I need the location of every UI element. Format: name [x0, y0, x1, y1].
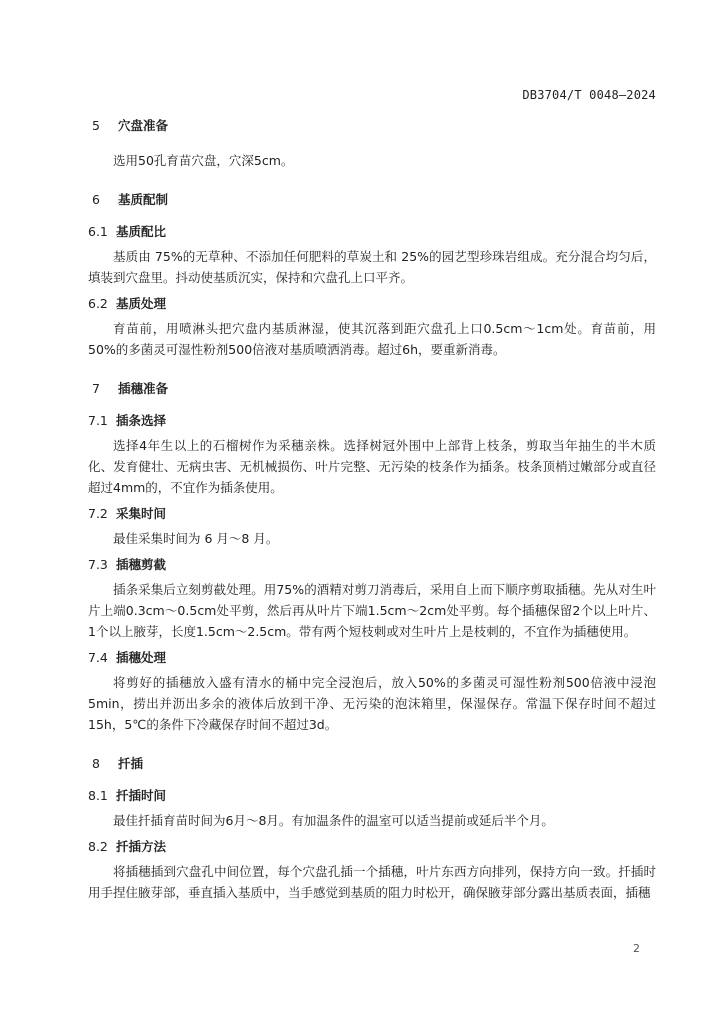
paragraph: 选择4年生以上的石榴树作为采穗亲株。选择树冠外围中上部背上枝条，剪取当年抽生的半木质化、发育健壮、无病虫害、无机械损伤、叶片完整、无污染的枝条作为插条。枝条顶梢过嫩部分或直径超过4mm的，不宜作为插条使用。: [88, 438, 656, 495]
section-heading-8-1: [88, 786, 656, 806]
section-heading-7: [88, 379, 656, 399]
section-number: 8.1: [88, 788, 108, 803]
section-title: 基质配制: [118, 192, 169, 207]
section-heading-7-1: [88, 411, 656, 431]
section-heading-6-2: [88, 294, 656, 314]
section-number: 7: [92, 381, 100, 396]
section-title: 插条选择: [116, 413, 167, 428]
section-number: 7.3: [88, 557, 108, 572]
section-number: 8: [92, 756, 100, 771]
section-title: 穴盘准备: [118, 118, 169, 133]
paragraph: 插条采集后立刻剪截处理。用75%的酒精对剪刀消毒后，采用自上而下顺序剪取插穗。先从对生叶片上端0.3cm～0.5cm处平剪，然后再从叶片下端1.5cm～2cm处平剪。每个插穗保留2个以上叶片、1个以上腋芽，长度1.5cm～2.5cm。带有两个短枝刺或对生叶片上是枝刺的，不宜作为插穗使用。: [88, 582, 656, 639]
section-title: 插穗剪截: [116, 557, 167, 572]
paragraph: 育苗前，用喷淋头把穴盘内基质淋湿，使其沉落到距穴盘孔上口0.5cm～1cm处。育苗前，用50%的多菌灵可湿性粉剂500倍液对基质喷洒消毒。超过6h，要重新消毒。: [88, 321, 656, 357]
section-title: 插穗准备: [118, 381, 169, 396]
section-number: 7.4: [88, 650, 108, 665]
section-number: 8.2: [88, 839, 108, 854]
section-heading-8: [88, 754, 656, 774]
section-heading-7-2: [88, 504, 656, 524]
section-heading-6-1: [88, 222, 656, 242]
paragraph: 将剪好的插穗放入盛有清水的桶中完全浸泡后，放入50%的多菌灵可湿性粉剂500倍液中浸泡5min，捞出并沥出多余的液体后放到干净、无污染的泡沫箱里，保湿保存。常温下保存时间不超过15h，5℃的条件下冷藏保存时间不超过3d。: [88, 675, 656, 732]
paragraph: 最佳扦插育苗时间为6月～8月。有加温条件的温室可以适当提前或延后半个月。: [113, 813, 554, 828]
section-number: 7.1: [88, 413, 108, 428]
section-title: 基质处理: [116, 296, 167, 311]
paragraph: 基质由 75%的无草种、不添加任何肥料的草炭土和 25%的园艺型珍珠岩组成。充分混合均匀后，填装到穴盘里。抖动使基质沉实，保持和穴盘孔上口平齐。: [88, 249, 656, 285]
section-heading-5: [88, 116, 656, 136]
section-heading-7-3: [88, 555, 656, 575]
section-title: 插穗处理: [116, 650, 167, 665]
section-title: 扦插时间: [116, 788, 167, 803]
section-heading-6: [88, 190, 656, 210]
paragraph: 最佳采集时间为 6 月～8 月。: [113, 531, 279, 546]
section-title: 扦插方法: [116, 839, 167, 854]
section-title: 基质配比: [116, 224, 167, 239]
section-number: 6.2: [88, 296, 108, 311]
section-number: 6: [92, 192, 100, 207]
section-title: 扦插: [118, 756, 144, 771]
section-title: 采集时间: [116, 506, 167, 521]
section-heading-7-4: [88, 648, 656, 668]
standard-code: DB3704/T 0048—2024: [522, 88, 656, 102]
document-body: [88, 116, 656, 903]
page-number: 2: [633, 942, 640, 955]
paragraph: 将插穗插到穴盘孔中间位置，每个穴盘孔插一个插穗，叶片东西方向排列，保持方向一致。扦插时用手捏住腋芽部，垂直插入基质中，当手感觉到基质的阻力时松开，确保腋芽部分露出基质表面，插穗: [88, 864, 656, 900]
section-number: 6.1: [88, 224, 108, 239]
paragraph: 选用50孔育苗穴盘，穴深5cm。: [113, 153, 294, 168]
section-number: 7.2: [88, 506, 108, 521]
section-number: 5: [92, 118, 100, 133]
section-heading-8-2: [88, 837, 656, 857]
